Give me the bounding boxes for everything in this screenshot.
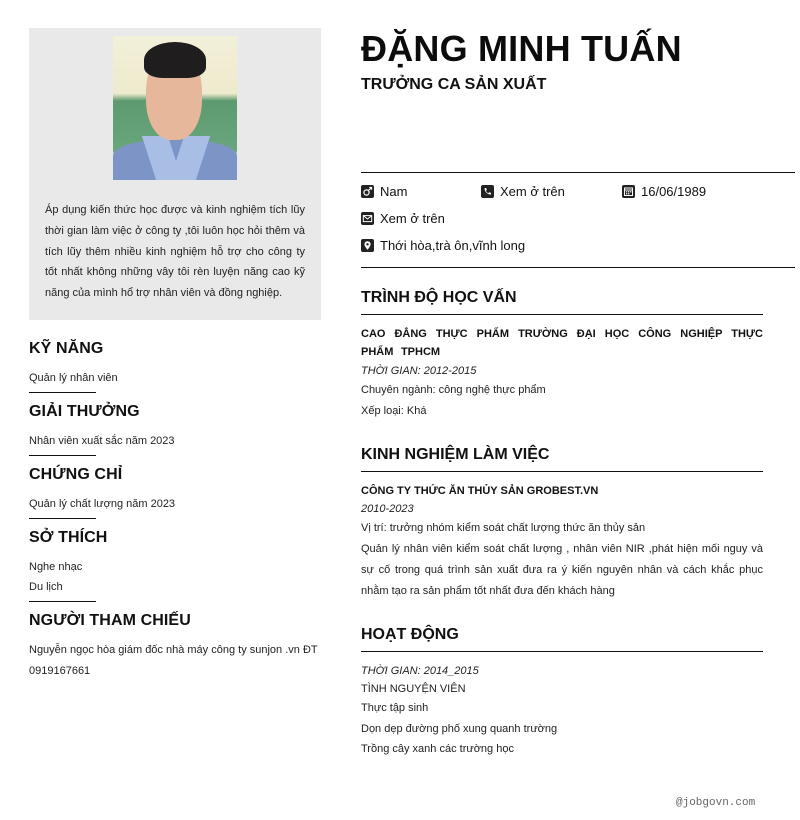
experience-time: 2010-2023	[361, 503, 414, 515]
activity-item: Thực tập sinh	[361, 702, 429, 714]
reference-item: Nguyễn ngọc hòa giám đốc nhà máy công ty sunjon .vn ĐT 0919167661	[29, 644, 318, 677]
company-name: CÔNG TY THỨC ĂN THỦY SẢN GROBEST.VN	[361, 485, 599, 497]
address-value: Thới hòa,trà ôn,vĩnh long	[380, 237, 526, 253]
email-icon	[361, 212, 374, 225]
award-item: Nhân viên xuất sắc năm 2023	[29, 435, 175, 447]
profile-panel	[29, 28, 321, 320]
phone-icon	[481, 185, 494, 198]
experience-description: Quản lý nhân viên kiểm soát chất lượng , nhân viên NIR ,phát hiện mối nguy và sự cố trong quá trình sản xuất đưa ra ý kiến nguyên nhân và cách khắc phục nhằm tạo ra sản phẩm tốt nhất đưa đến khách hàng	[361, 542, 763, 597]
hobby-item: Du lịch	[29, 581, 63, 593]
divider	[29, 601, 96, 602]
certificates-title: CHỨNG CHỈ	[29, 466, 123, 483]
skill-item: Quản lý nhân viên	[29, 372, 118, 384]
education-major: Chuyên ngành: công nghệ thực phẩm	[361, 384, 546, 396]
certificate-item: Quản lý chất lượng năm 2023	[29, 498, 176, 510]
skills-section	[29, 340, 329, 393]
job-title: TRƯỞNG CA SẢN XUẤT	[361, 76, 547, 93]
divider	[361, 314, 763, 315]
divider	[361, 471, 763, 472]
divider	[29, 392, 96, 393]
school-name: CAO ĐẲNG THỰC PHẨM TRƯỜNG ĐẠI HỌC CÔNG NGHIỆP THỰC PHẨM TPHCM	[361, 328, 763, 358]
activities-section	[361, 626, 763, 760]
gender-value: Nam	[380, 183, 408, 199]
activities-title: HOẠT ĐỘNG	[361, 626, 459, 643]
hobbies-section	[29, 529, 329, 602]
left-column	[29, 28, 321, 677]
contact-row	[361, 183, 706, 199]
experience-section	[361, 446, 763, 602]
address-row	[361, 237, 525, 253]
career-summary: Áp dụng kiến thức học được và kinh nghiệm tích lũy thời gian làm việc ở công ty ,tôi luôn học hỏi thêm và tích lũy thêm nhiều kinh nghiệm hỗ trợ cho công ty tốt nhất không những vây tôi rèn luyện năng cao kỹ năng của mình hổ trợ nhân viên và đồng nghiệp.	[45, 204, 305, 300]
hobby-item: Nghe nhạc	[29, 561, 83, 573]
gender-item	[361, 184, 481, 199]
awards-title: GIẢI THƯỞNG	[29, 403, 140, 420]
skills-title: KỸ NĂNG	[29, 340, 104, 357]
education-section	[361, 289, 763, 421]
calendar-icon	[622, 185, 635, 198]
candidate-name: ĐẶNG MINH TUẤN	[361, 28, 682, 69]
divider	[361, 651, 763, 652]
divider	[361, 172, 795, 173]
experience-title: KINH NGHIỆM LÀM VIỆC	[361, 446, 550, 463]
education-time: THỜI GIAN: 2012-2015	[361, 365, 477, 377]
activity-item: Dọn dẹp đường phố xung quanh trường	[361, 722, 558, 735]
experience-position: Vị trí: trưởng nhóm kiểm soát chất lượng thức ăn thủy sản	[361, 522, 646, 534]
activities-role: TÌNH NGUYỆN VIÊN	[361, 683, 466, 695]
education-grade: Xếp loại: Khá	[361, 404, 427, 417]
hobbies-title: SỞ THÍCH	[29, 529, 108, 546]
gender-icon	[361, 185, 374, 198]
email-item	[361, 211, 445, 226]
divider	[29, 518, 96, 519]
address-item	[361, 238, 525, 253]
activities-time: THỜI GIAN: 2014_2015	[361, 665, 479, 677]
certificates-section	[29, 466, 329, 519]
profile-photo	[113, 36, 237, 180]
phone-value: Xem ở trên	[500, 183, 565, 199]
birthday-item	[622, 184, 706, 199]
header	[361, 28, 795, 94]
email-value: Xem ở trên	[380, 210, 445, 226]
references-title: NGƯỜI THAM CHIẾU	[29, 612, 191, 629]
location-icon	[361, 239, 374, 252]
awards-section	[29, 403, 329, 456]
divider	[29, 455, 96, 456]
education-title: TRÌNH ĐỘ HỌC VẤN	[361, 289, 517, 306]
watermark: @jobgovn.com	[676, 797, 756, 809]
activity-item: Trồng cây xanh các trường học	[361, 743, 514, 755]
birthday-value: 16/06/1989	[641, 183, 707, 199]
phone-item	[481, 184, 622, 199]
email-row	[361, 210, 445, 226]
divider	[361, 267, 795, 268]
references-section	[29, 612, 329, 682]
